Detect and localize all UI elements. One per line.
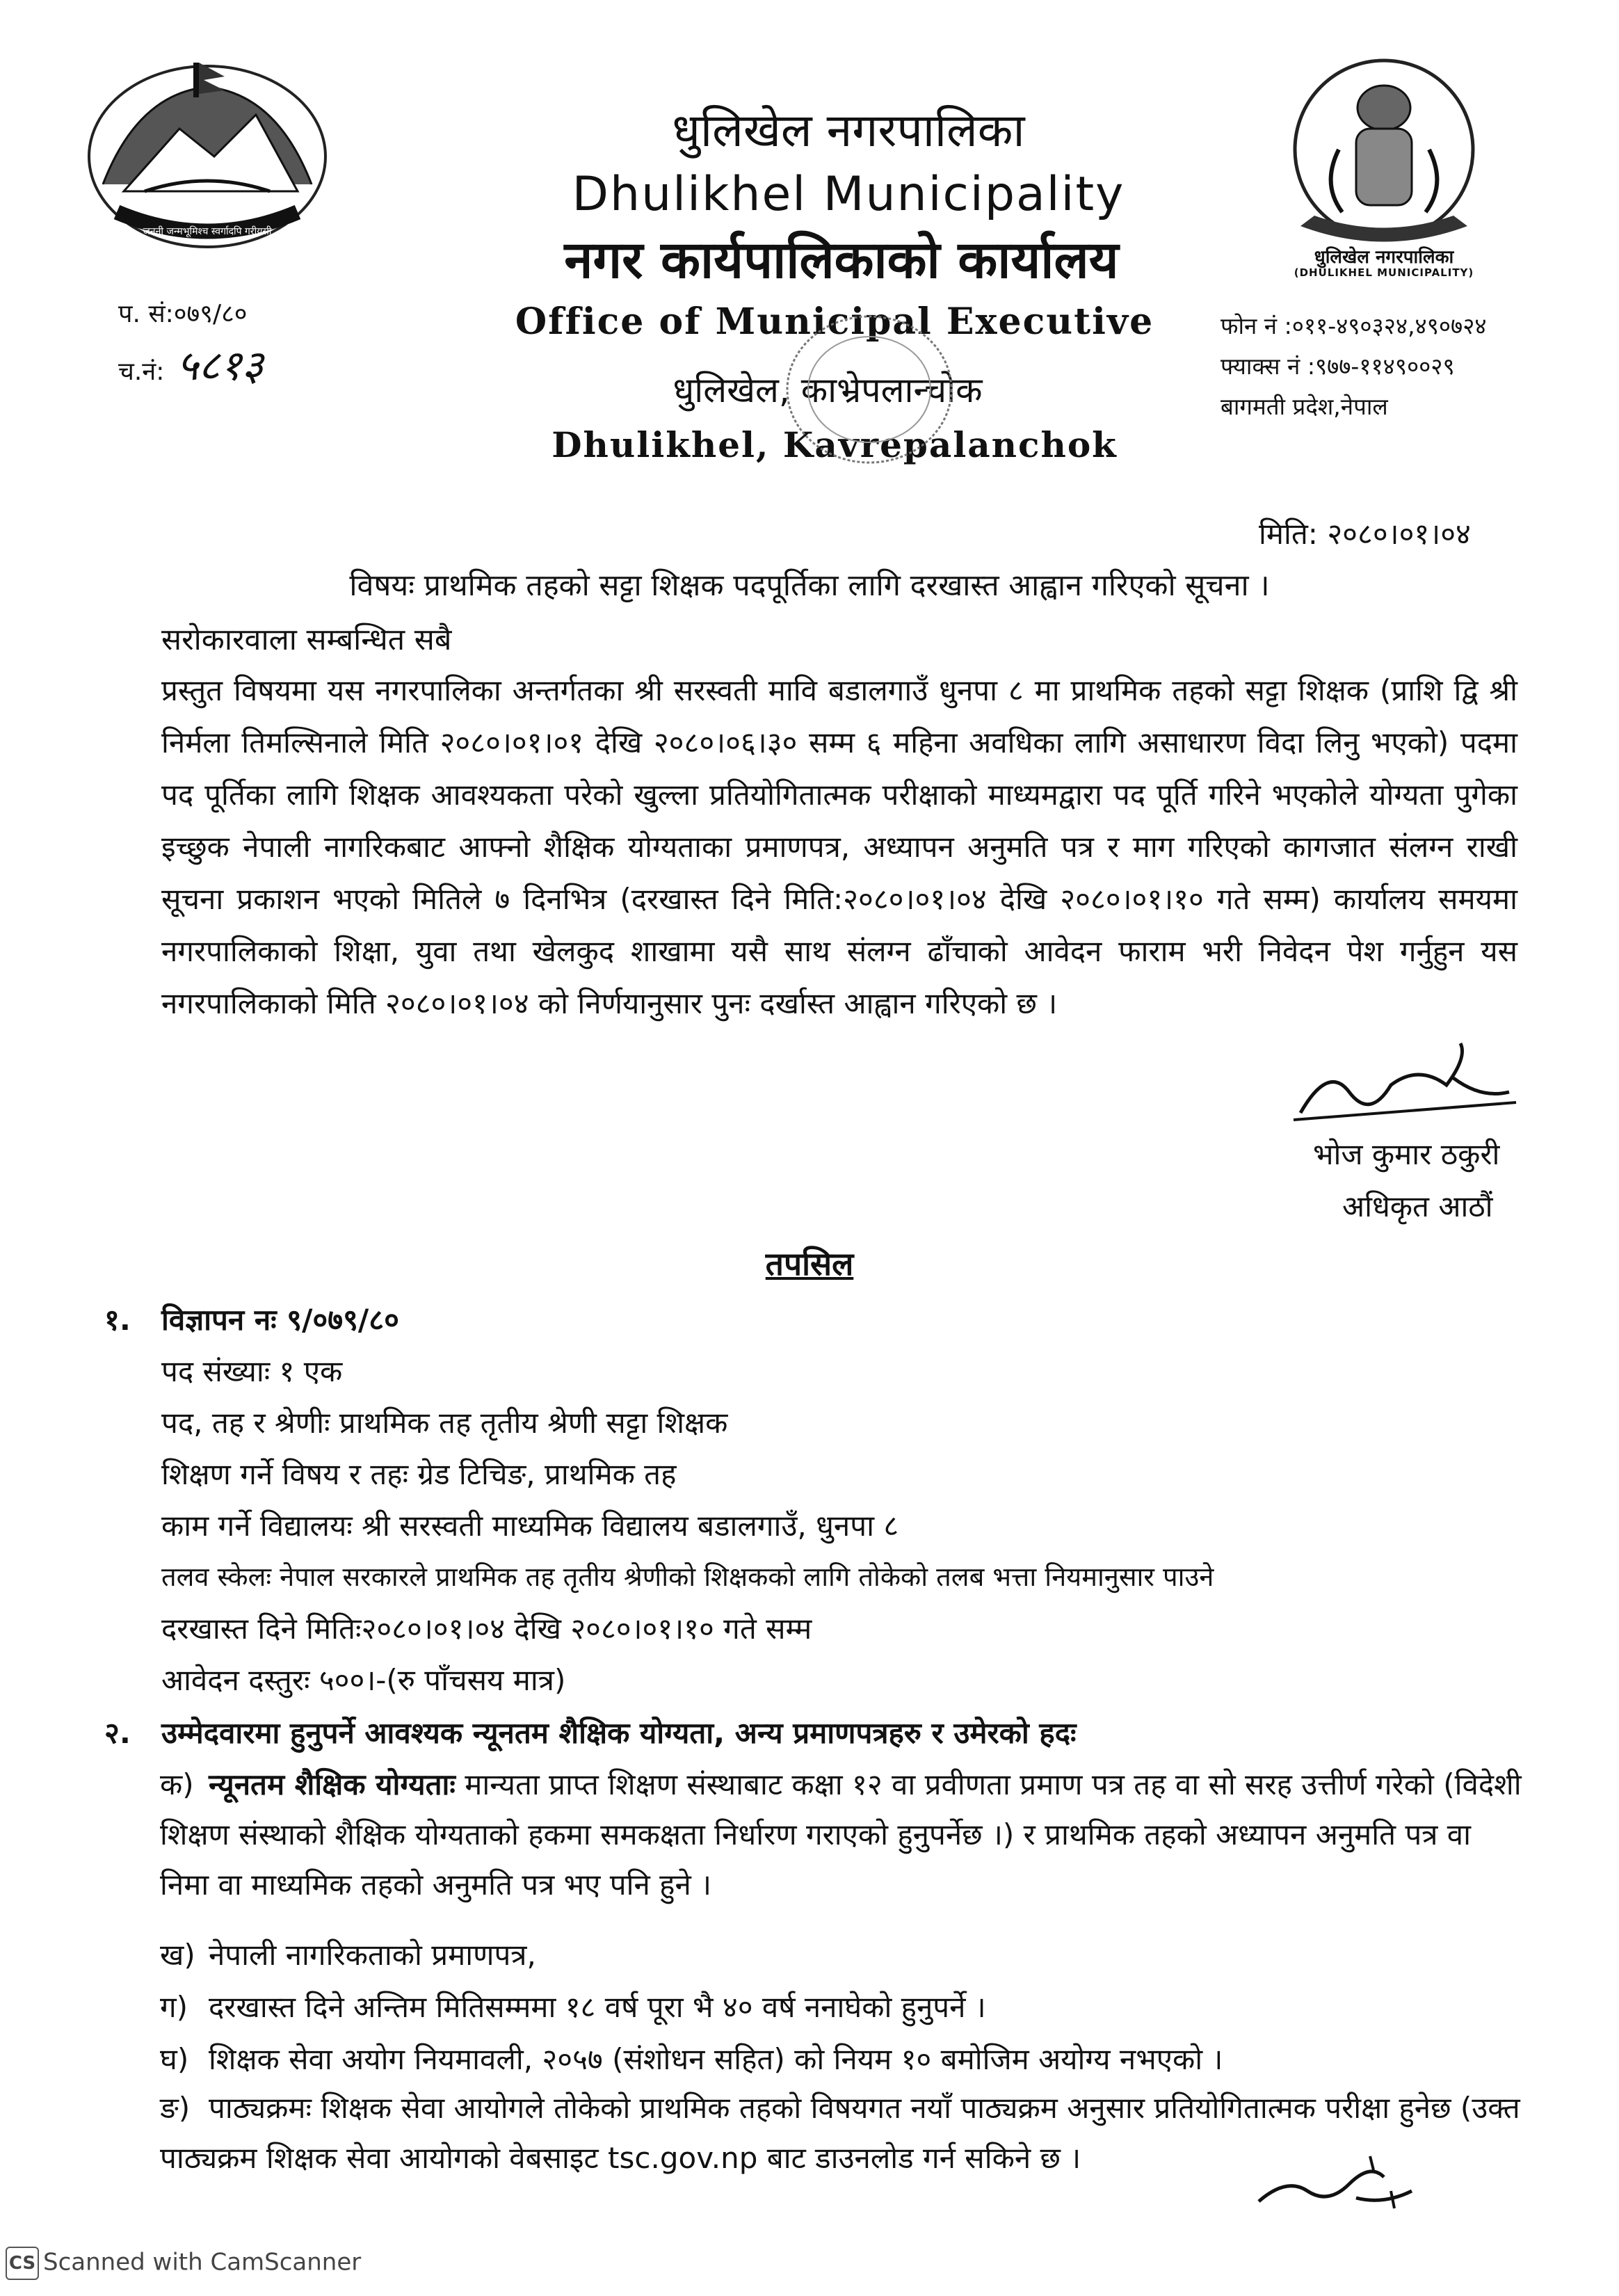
- section1-row: पद, तह र श्रेणीः प्राथमिक तह तृतीय श्रेणी सट्टा शिक्षक: [161, 1406, 728, 1440]
- contact-province: बागमती प्रदेश,नेपाल: [1221, 393, 1388, 420]
- contact-fax: फ्याक्स नं :९७७-११४९००२९: [1221, 353, 1455, 380]
- office-stamp: [779, 306, 960, 473]
- signatory-name: भोज कुमार ठकुरी: [1313, 1137, 1500, 1171]
- section1-row: तलव स्केलः नेपाल सरकारले प्राथमिक तह तृतीय श्रेणीको शिक्षकको लागि तोकेको तलब भत्ता नियमानुसार पाउने: [161, 1562, 1214, 1592]
- item-text: दरखास्त दिने अन्तिम मितिसम्ममा १८ वर्ष पूरा भै ४० वर्ष ननाघेको हुनुपर्ने ।: [209, 1990, 986, 2024]
- item-marker: ङ): [160, 2091, 191, 2125]
- scanner-text: Scanned with CamScanner: [43, 2248, 362, 2277]
- section2-number: २.: [104, 1716, 131, 1750]
- section1-number: १.: [104, 1303, 131, 1337]
- section2-item-gha: [160, 2034, 1523, 2085]
- nepal-emblem-logo: [75, 52, 339, 261]
- item-text: शिक्षक सेवा अयोग नियमावली, २०५७ (संशोधन सहित) को नियम १० बमोजिम अयोग्य नभएको ।: [209, 2042, 1223, 2076]
- section1-title: विज्ञापन नः ९/०७९/८०: [161, 1303, 399, 1337]
- chana-value: ५८१३: [176, 342, 264, 390]
- reference-chana: [118, 335, 264, 392]
- section2-title: उम्मेदवारमा हुनुपर्ने आवश्यक न्यूनतम शैक्षिक योग्यता, अन्य प्रमाणपत्रहरु र उमेरको हदः: [161, 1716, 1077, 1750]
- camscanner-footer: [0, 2247, 487, 2281]
- reference-pasa: प. सं:०७९/८०: [118, 300, 248, 328]
- section2-item-ga: [160, 1982, 1523, 2032]
- notice-subject: विषयः प्राथमिक तहको सट्टा शिक्षक पदपूर्तिका लागि दरखास्त आह्वान गरिएको सूचना ।: [349, 568, 1270, 603]
- item-text: नेपाली नागरिकताको प्रमाणपत्र,: [209, 1938, 536, 1972]
- initials-signature: [1252, 2149, 1419, 2219]
- item-marker: ख): [160, 1938, 195, 1972]
- item-text: मान्यता प्राप्त शिक्षण संस्थाबाट कक्षा १२ वा प्रवीणता प्रमाण पत्र तह वा सो सरह उत्तीर्ण गरेको (विदेशी शिक्षण संस्थाको शैक्षिक योग्यताको हकमा समकक्षता निर्धारण गराएको हुनुपर्नेछ ।) र प्राथमिक तहको अध्यापन अनुमति पत्र वा निमा वा माध्यमिक तहको अनुमति पत्र भए पनि हुने ।: [160, 1767, 1522, 1902]
- section1-row: पद संख्याः १ एक: [161, 1354, 343, 1388]
- section1-row: काम गर्ने विद्यालयः श्री सरस्वती माध्यमिक विद्यालय बडालगाउँ, धुनपा ८: [161, 1509, 899, 1543]
- office-place-np: धुलिखेल, काभ्रेपलान्चोक: [672, 370, 983, 410]
- section1-row: शिक्षण गर्ने विषय र तहः ग्रेड टिचिङ, प्राथमिक तह: [161, 1457, 677, 1491]
- notice-date: मिति: २०८०।०१।०४: [1259, 517, 1471, 551]
- right-logo-name-np: धुलिखेल नगरपालिका: [1314, 247, 1454, 268]
- svg-text:जननी जन्मभूमिश्च स्वर्गादपि गर: जननी जन्मभूमिश्च स्वर्गादपि गरीयसी: [143, 226, 272, 237]
- signatory-title: अधिकृत आठौं: [1342, 1189, 1493, 1223]
- section1-row: आवेदन दस्तुरः ५००।-(रु पाँचसय मात्र): [161, 1663, 566, 1697]
- office-name-en: Office of Municipal Executive: [515, 300, 1154, 343]
- municipality-deity-logo: [1273, 52, 1495, 282]
- item-marker: ग): [160, 1990, 188, 2024]
- item-text: पाठ्यक्रमः शिक्षक सेवा आयोगले तोकेको प्राथमिक तहको विषयगत नयाँ पाठ्यक्रम अनुसार प्रतियोगितात्मक परीक्षा हुनेछ (उक्त पाठ्यक्रम शिक्षक सेवा आयोगको वेबसाइट tsc.gov.np बाट डाउनलोड गर्न सकिने छ ।: [160, 2091, 1520, 2175]
- notice-salutation: सरोकारवाला सम्बन्धित सबै: [161, 623, 452, 657]
- notice-body: प्रस्तुत विषयमा यस नगरपालिका अन्तर्गतका श्री सरस्वती मावि बडालगाउँ धुनपा ८ मा प्राथमिक तहको सट्टा शिक्षक (प्राशि द्वि श्री निर्मला तिमल्सिनाले मिति २०८०।०१।०१ देखि २०८०।०६।३० सम्म ६ महिना अवधिका लागि असाधारण विदा लिनु भएको) पदमा पद पूर्तिका लागि शिक्षक आवश्यकता परेको खुल्ला प्रतियोगितात्मक परीक्षाको माध्यमद्वारा पद पूर्ति गरिने भएकोले योग्यता पुगेका इच्छुक नेपाली नागरिकबाट आफ्नो शैक्षिक योग्यताका प्रमाणपत्र, अध्यापन अनुमति पत्र र माग गरिएको कागजात संलग्न राखी सूचना प्रकाशन भएको मितिले ७ दिनभित्र (दरखास्त दिने मिति:२०८०।०१।०४ देखि २०८०।०१।१० गते सम्म) कार्यालय समयमा नगरपालिकाको शिक्षा, युवा तथा खेलकुद शाखामा यसै साथ संलग्न ढाँचाको आवेदन फाराम भरी निवेदन पेश गर्नुहुन यस नगरपालिकाको मिति २०८०।०१।०४ को निर्णयानुसार पुनः दर्खास्त आह्वान गरिएको छ ।: [161, 673, 1517, 1020]
- item-marker: क): [160, 1767, 194, 1801]
- contact-phone: फोन नं :०११-४९०३२४,४९०७२४: [1221, 312, 1487, 339]
- municipality-name-np: धुलिखेल नगरपालिका: [672, 104, 1025, 157]
- section2-item-kha: [160, 1930, 1523, 1980]
- office-place-en: Dhulikhel, Kavrepalanchok: [551, 424, 1118, 465]
- tapsil-heading: तपसिल: [765, 1245, 854, 1283]
- item-bold-label: न्यूनतम शैक्षिक योग्यताः: [209, 1767, 456, 1801]
- office-name-np: नगर कार्यपालिकाको कार्यालय: [564, 230, 1119, 290]
- right-logo-name-en: (DHULIKHEL MUNICIPALITY): [1294, 266, 1474, 279]
- item-marker: घ): [160, 2042, 189, 2076]
- signature-mark: [1287, 1036, 1523, 1134]
- municipality-name-en: Dhulikhel Municipality: [572, 167, 1125, 222]
- section1-row: दरखास्त दिने मितिः२०८०।०१।०४ देखि २०८०।०१।१० गते सम्म: [161, 1612, 812, 1646]
- section2-item-ka: [160, 1760, 1523, 1910]
- chana-label: च.नं:: [118, 358, 165, 386]
- camscanner-icon: CS: [6, 2247, 39, 2280]
